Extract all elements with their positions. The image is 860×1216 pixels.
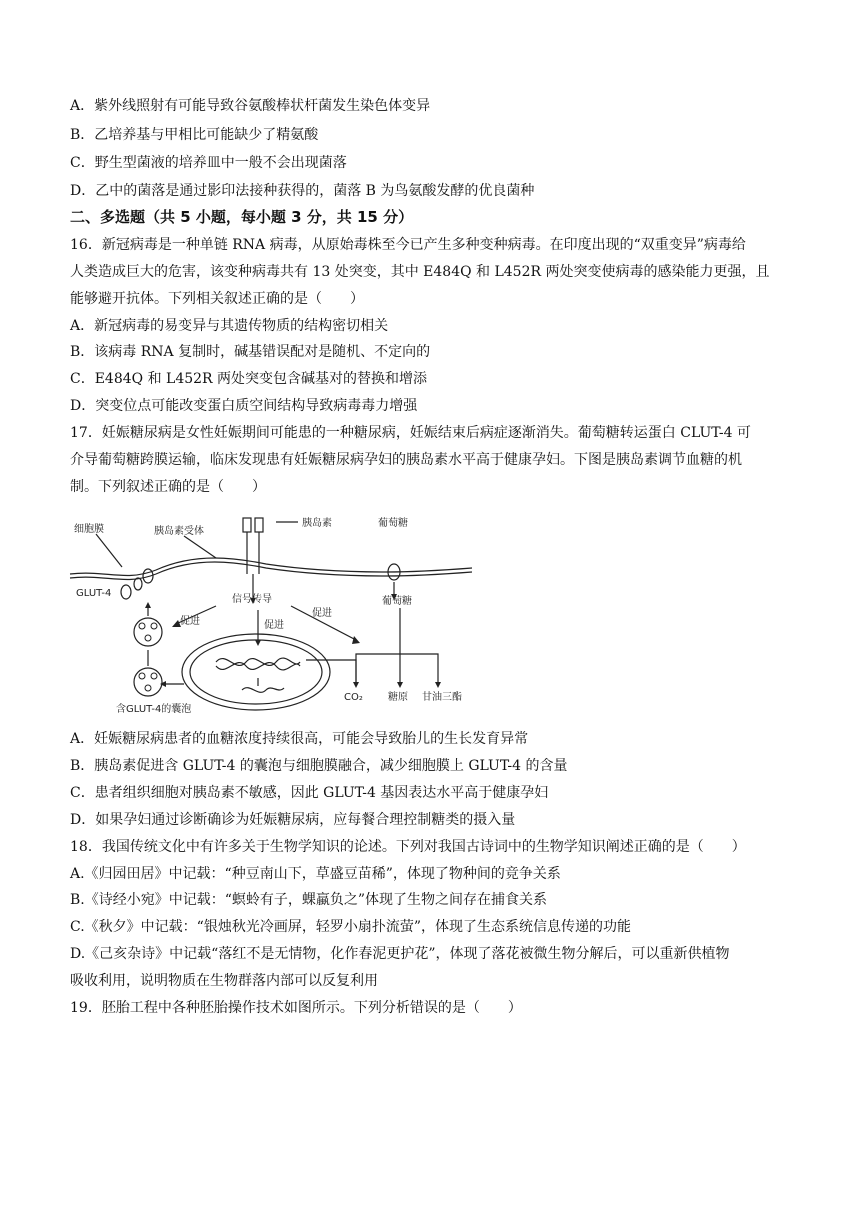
q18-option-b: B.《诗经小宛》中记载：“螟蛉有子，蜾蠃负之”体现了生物之间存在捕食关系 bbox=[70, 892, 548, 908]
q18-stem: 18．我国传统文化中有许多关于生物学知识的论述。下列对我国古诗词中的生物学知识阐述正确的是（ ） bbox=[70, 839, 746, 855]
q17-option-d: D．如果孕妇通过诊断确诊为妊娠糖尿病，应每餐合理控制糖类的摄入量 bbox=[70, 812, 516, 828]
glut4-membrane-3 bbox=[134, 578, 142, 590]
label-cell-membrane: 细胞膜 bbox=[74, 524, 104, 535]
insulin-receptor-right bbox=[255, 518, 263, 532]
q15-option-c: C．野生型菌液的培养皿中一般不会出现菌落 bbox=[70, 155, 347, 171]
q16-option-c: C．E484Q 和 L452R 两处突变包含碱基对的替换和增添 bbox=[70, 371, 428, 387]
q17-stem-line-2: 介导葡萄糖跨膜运输，临床发现患有妊娠糖尿病孕妇的胰岛素水平高于健康孕妇。下图是胰岛素调节血糖的机 bbox=[70, 452, 742, 468]
q18-option-d-line-1: D.《己亥杂诗》中记载“落红不是无情物，化作春泥更护花”，体现了落花被微生物分解后，可以重新供植物 bbox=[70, 946, 730, 962]
q19-stem: 19．胚胎工程中各种胚胎操作技术如图所示。下列分析错误的是（ ） bbox=[70, 1000, 522, 1016]
q15-option-a: A．紫外线照射有可能导致谷氨酸棒状杆菌发生染色体变异 bbox=[70, 98, 431, 114]
dna-strand-2 bbox=[216, 663, 300, 670]
label-glut4-vesicle: 含GLUT-4的囊泡 bbox=[116, 704, 192, 715]
label-glycogen: 糖原 bbox=[388, 692, 408, 703]
q16-option-d: D．突变位点可能改变蛋白质空间结构导致病毒毒力增强 bbox=[70, 398, 418, 414]
nucleus-outer bbox=[182, 634, 330, 710]
label-promote-vesicle: 促进 bbox=[180, 616, 200, 627]
label-promote-metabolism: 促进 bbox=[312, 608, 332, 619]
label-insulin-receptor: 胰岛素受体 bbox=[154, 526, 204, 537]
vesicle-upper bbox=[134, 618, 162, 646]
q18-option-a: A.《归园田居》中记载：“种豆南山下，草盛豆苗稀”，体现了物种间的竞争关系 bbox=[70, 866, 561, 882]
label-glucose-outside: 葡萄糖 bbox=[378, 518, 408, 529]
q16-stem-line-1: 16．新冠病毒是一种单链 RNA 病毒，从原始毒株至今已产生多种变种病毒。在印度出现的“双重变异”病毒给 bbox=[70, 237, 746, 253]
q17-option-b: B．胰岛素促进含 GLUT-4 的囊泡与细胞膜融合，减少细胞膜上 GLUT-4 的含量 bbox=[70, 758, 568, 774]
label-insulin: 胰岛素 bbox=[302, 518, 332, 529]
q17-option-c: C．患者组织细胞对胰岛素不敏感，因此 GLUT-4 基因表达水平高于健康孕妇 bbox=[70, 785, 549, 801]
label-signal-transduction: 信号传导 bbox=[232, 594, 272, 605]
q15-option-b: B．乙培养基与甲相比可能缺少了精氨酸 bbox=[70, 127, 319, 143]
section-title-multiple-choice: 二、多选题（共 5 小题，每小题 3 分，共 15 分） bbox=[70, 208, 414, 226]
vesicle-lower bbox=[134, 668, 162, 696]
q17-option-a: A．妊娠糖尿病患者的血糖浓度持续很高，可能会导致胎儿的生长发育异常 bbox=[70, 731, 529, 747]
nucleus-inner bbox=[190, 640, 322, 704]
mrna-strand bbox=[242, 688, 284, 693]
q15-option-d: D．乙中的菌落是通过影印法接种获得的，菌落 B 为鸟氨酸发酵的优良菌种 bbox=[70, 183, 535, 199]
q18-option-d-line-2: 吸收利用，说明物质在生物群落内部可以反复利用 bbox=[70, 973, 378, 989]
label-triglyceride: 甘油三酯 bbox=[422, 692, 462, 703]
q17-stem-line-1: 17．妊娠糖尿病是女性妊娠期间可能患的一种糖尿病，妊娠结束后病症逐渐消失。葡萄糖转运蛋白 CLUT-4 可 bbox=[70, 425, 751, 441]
insulin-regulation-diagram bbox=[66, 512, 476, 717]
label-glut4: GLUT-4 bbox=[76, 588, 112, 599]
label-co2: CO₂ bbox=[344, 692, 363, 703]
glut4-membrane-1 bbox=[121, 585, 131, 599]
q16-stem-line-3: 能够避开抗体。下列相关叙述正确的是（ ） bbox=[70, 291, 364, 307]
insulin-receptor-left bbox=[243, 518, 251, 532]
q16-option-b: B．该病毒 RNA 复制时，碱基错误配对是随机、不定向的 bbox=[70, 344, 431, 360]
label-promote-nucleus: 促进 bbox=[264, 620, 284, 631]
q16-option-a: A．新冠病毒的易变异与其遗传物质的结构密切相关 bbox=[70, 318, 389, 334]
dna-strand-1 bbox=[216, 658, 300, 665]
q16-stem-line-2: 人类造成巨大的危害，该变种病毒共有 13 处突变，其中 E484Q 和 L452R 两处突变使病毒的感染能力更强，且 bbox=[70, 264, 770, 280]
q17-stem-line-3: 制。下列叙述正确的是（ ） bbox=[70, 479, 266, 495]
cell-membrane-line bbox=[70, 558, 472, 575]
label-glucose-inside: 葡萄糖 bbox=[382, 596, 412, 607]
q18-option-c: C.《秋夕》中记载：“银烛秋光冷画屏，轻罗小扇扑流萤”，体现了生态系统信息传递的功能 bbox=[70, 919, 631, 935]
